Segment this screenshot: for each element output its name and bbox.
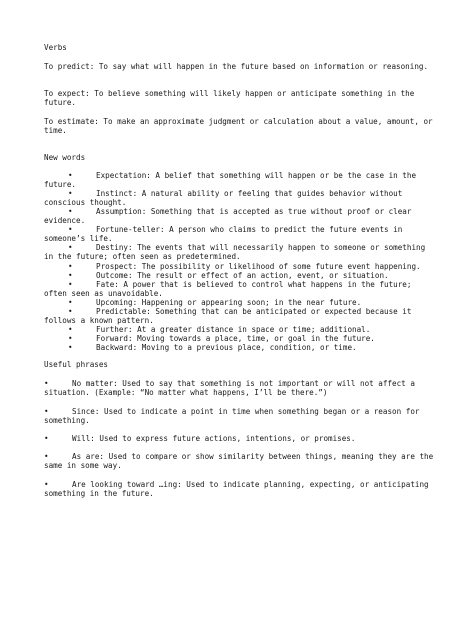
- verb-estimate: To estimate: To make an approximate judgment or calculation about a value, amount, or time.: [44, 117, 433, 135]
- new-word-item: • Destiny: The events that will necessarily happen to someone or something in the future; often seen as predetermined.: [44, 243, 426, 261]
- phrase-item: • Will: Used to express future actions, intentions, or promises.: [44, 434, 356, 443]
- new-word-item: • Fortune-teller: A person who claims to predict the future events in someone’s life.: [44, 225, 403, 243]
- phrase-item: • Are looking toward …ing: Used to indicate planning, expecting, or anticipating something in the future.: [44, 480, 429, 498]
- bullet-icon: •: [68, 307, 73, 316]
- bullet-icon: •: [68, 298, 73, 307]
- new-word-item: • Predictable: Something that can be anticipated or expected because it follows a known pattern.: [44, 307, 412, 325]
- bullet-icon: •: [68, 343, 73, 352]
- bullet-icon: •: [68, 243, 73, 252]
- phrase-item: • Since: Used to indicate a point in time when something began or a reason for something.: [44, 407, 420, 425]
- new-word-item: • Further: At a greater distance in space or time; additional.: [44, 325, 436, 334]
- verb-predict: To predict: To say what will happen in the future based on information or reasoning.: [44, 62, 429, 71]
- bullet-icon: •: [44, 379, 49, 388]
- bullet-icon: •: [44, 452, 49, 461]
- phrase-item: • No matter: Used to say that something is not important or will not affect a situation. (Example: “No matter what happens, I’ll be there.”): [44, 379, 415, 397]
- new-word-item: • Backward: Moving to a previous place, condition, or time.: [44, 343, 436, 352]
- bullet-icon: •: [68, 325, 73, 334]
- new-words-heading: New words: [44, 153, 86, 162]
- bullet-icon: •: [44, 480, 49, 489]
- bullet-icon: •: [68, 171, 73, 180]
- new-word-item: • Upcoming: Happening or appearing soon; in the near future.: [44, 298, 436, 307]
- bullet-icon: •: [68, 225, 73, 234]
- verbs-heading: Verbs: [44, 43, 67, 52]
- new-word-item: • Expectation: A belief that something will happen or be the case in the future.: [44, 171, 417, 189]
- new-word-item: • Instinct: A natural ability or feeling that guides behavior without conscious thought.: [44, 189, 403, 207]
- new-word-item: • Outcome: The result or effect of an action, event, or situation.: [44, 271, 436, 280]
- bullet-icon: •: [68, 334, 73, 343]
- bullet-icon: •: [68, 280, 73, 289]
- phrase-item: • As are: Used to compare or show similarity between things, meaning they are the same in some way.: [44, 452, 434, 470]
- bullet-icon: •: [68, 262, 73, 271]
- new-word-item: • Fate: A power that is believed to control what happens in the future; often seen as unavoidable.: [44, 280, 412, 298]
- bullet-icon: •: [44, 434, 49, 443]
- bullet-icon: •: [68, 207, 73, 216]
- verb-expect: To expect: To believe something will likely happen or anticipate something in the future.: [44, 89, 415, 107]
- bullet-icon: •: [68, 271, 73, 280]
- new-word-item: • Assumption: Something that is accepted as true without proof or clear evidence.: [44, 207, 412, 225]
- bullet-icon: •: [68, 189, 73, 198]
- bullet-icon: •: [44, 407, 49, 416]
- new-word-item: • Forward: Moving towards a place, time, or goal in the future.: [44, 334, 436, 343]
- useful-phrases-heading: Useful phrases: [44, 360, 109, 369]
- new-word-item: • Prospect: The possibility or likelihood of some future event happening.: [44, 262, 436, 271]
